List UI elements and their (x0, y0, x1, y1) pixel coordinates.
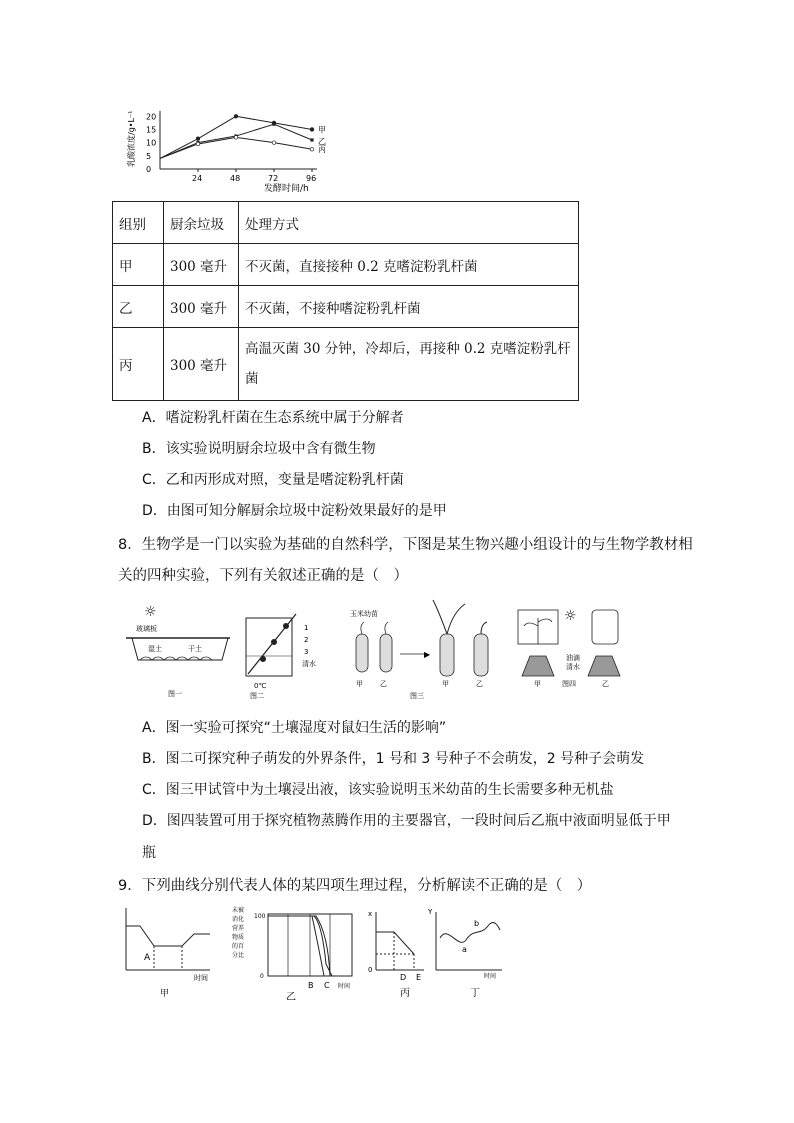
svg-text:时间: 时间 (194, 974, 208, 982)
x-tick-label: 96 (306, 174, 317, 183)
data-point (272, 123, 275, 126)
svg-text:图三: 图三 (410, 692, 424, 700)
q8-stem-line2: 关的四种实验，下列有关叙述正确的是（ ） (118, 568, 408, 584)
table-row (113, 328, 579, 401)
lactic-acid-chart (122, 105, 332, 197)
svg-text:玻璃板: 玻璃板 (136, 625, 157, 633)
q8-experiment-figure (118, 596, 638, 706)
table-row (113, 286, 579, 328)
series-line (160, 124, 312, 158)
svg-text:▶: ▶ (424, 650, 431, 659)
svg-text:乙: 乙 (602, 680, 609, 688)
svg-text:乙: 乙 (380, 680, 387, 688)
svg-text:C: C (324, 981, 330, 990)
q8-stem-line1: 8．生物学是一门以实验为基础的自然科学，下图是某生物兴趣小组设计的与生物学教材相 (118, 537, 693, 553)
svg-text:甲: 甲 (160, 989, 170, 999)
svg-text:0: 0 (260, 973, 264, 980)
svg-text:D: D (400, 973, 407, 982)
svg-text:图二: 图二 (250, 692, 264, 700)
data-point (272, 141, 276, 145)
q9-physiology-curves (118, 904, 518, 1000)
svg-text:图四: 图四 (562, 680, 576, 688)
sun-icon: ☼ (564, 608, 577, 624)
svg-text:0: 0 (368, 966, 373, 974)
svg-text:Y: Y (428, 908, 433, 916)
svg-text:干土: 干土 (188, 645, 202, 653)
q7-option-a: A．嗜淀粉乳杆菌在生态系统中属于分解者 (142, 410, 404, 426)
svg-text:0℃: 0℃ (254, 682, 267, 690)
svg-text:玉米幼苗: 玉米幼苗 (350, 610, 378, 618)
y-tick-label: 15 (146, 125, 157, 135)
q8-option-b: B．图二可探究种子萌发的外界条件，1 号和 3 号种子不会萌发，2 号种子会萌发 (142, 751, 645, 767)
series-label: 乙 (318, 137, 326, 146)
svg-text:丙: 丙 (400, 988, 410, 999)
svg-text:湿土: 湿土 (148, 645, 162, 653)
svg-text:油滴: 油滴 (566, 654, 580, 662)
chart-xlabel: 发酵时间/h (264, 184, 309, 194)
svg-text:消化: 消化 (232, 916, 245, 923)
series-line (160, 137, 312, 158)
svg-text:时间: 时间 (484, 973, 497, 980)
table-row (113, 244, 579, 286)
y-tick-label: 20 (146, 112, 157, 122)
svg-text:100: 100 (254, 913, 266, 920)
svg-text:营养: 营养 (232, 925, 245, 932)
treatment-table (112, 201, 579, 401)
table-header: 处理方式 (239, 202, 579, 244)
svg-text:3: 3 (304, 648, 309, 656)
svg-text:甲: 甲 (356, 680, 363, 688)
svg-text:分比: 分比 (232, 952, 245, 959)
data-point (234, 114, 238, 118)
table-header: 厨余垃圾 (164, 202, 239, 244)
table-cell: 不灭菌，不接种嗜淀粉乳杆菌 (239, 286, 579, 328)
table-cell: 300 毫升 (164, 286, 239, 328)
svg-text:E: E (416, 973, 422, 982)
svg-text:清水: 清水 (302, 660, 316, 668)
q8-option-d-cont: 瓶 (142, 845, 156, 861)
svg-text:清水: 清水 (566, 663, 580, 671)
svg-text:的百: 的百 (232, 943, 245, 950)
y-tick-label: 5 (146, 151, 152, 161)
svg-text:甲: 甲 (534, 680, 541, 688)
q8-option-d: D．图四装置可用于探究植物蒸腾作用的主要器官，一段时间后乙瓶中液面明显低于甲 (142, 813, 671, 829)
q7-option-d: D．由图可知分解厨余垃圾中淀粉效果最好的是甲 (142, 503, 447, 519)
table-cell: 丙 (113, 328, 164, 401)
fig1-woodlouse-box (126, 604, 230, 698)
curve-bing (368, 910, 424, 999)
table-cell: 高温灭菌 30 分钟，冷却后，再接种 0.2 克嗜淀粉乳杆菌 (239, 328, 579, 401)
data-point (196, 142, 200, 146)
sun-icon: ☼ (144, 604, 157, 620)
chart-ylabel: 乳酸浓度/g•L⁻¹ (127, 110, 136, 167)
q7-option-b: B．该实验说明厨余垃圾中含有微生物 (142, 441, 376, 457)
q8-option-c: C．图三甲试管中为土壤浸出液，该实验说明玉米幼苗的生长需要多种无机盐 (142, 782, 614, 798)
svg-text:时间: 时间 (338, 983, 351, 990)
svg-text:A: A (144, 953, 151, 963)
table-cell: 甲 (113, 244, 164, 286)
data-point (196, 137, 200, 141)
data-point (310, 138, 313, 141)
x-tick-label: 24 (192, 174, 203, 183)
svg-text:未被: 未被 (232, 907, 245, 914)
svg-text:丁: 丁 (470, 988, 480, 999)
svg-text:1: 1 (304, 624, 309, 632)
svg-text:x: x (368, 910, 373, 918)
y-tick-label: 0 (146, 165, 152, 174)
q9-stem: 9．下列曲线分别代表人体的某四项生理过程，分析解读不正确的是（ ） (118, 878, 592, 894)
series-label: 丙 (318, 145, 326, 155)
table-cell: 乙 (113, 286, 164, 328)
svg-text:乙: 乙 (476, 680, 483, 688)
table-cell: 不灭菌，直接接种 0.2 克嗜淀粉乳杆菌 (239, 244, 579, 286)
table-cell: 300 毫升 (164, 328, 239, 401)
svg-text:b: b (474, 919, 480, 928)
curve-jia (126, 908, 210, 999)
svg-text:图一: 图一 (168, 690, 182, 698)
series-label: 甲 (318, 125, 326, 135)
q8-option-a: A．图一实验可探究“土壤湿度对鼠妇生活的影响” (142, 720, 447, 736)
fig2-seed-beaker (246, 614, 316, 700)
svg-text:a: a (462, 945, 467, 954)
data-point (310, 147, 314, 151)
fig3-corn-tubes (350, 600, 488, 700)
svg-text:B: B (308, 981, 314, 990)
x-tick-label: 72 (268, 174, 279, 183)
q7-option-c: C．乙和丙形成对照，变量是嗜淀粉乳杆菌 (142, 472, 404, 488)
curve-yi (232, 906, 352, 1000)
svg-text:甲: 甲 (442, 680, 449, 688)
fig4-transpiration-flasks (518, 608, 620, 688)
y-tick-label: 10 (146, 138, 157, 148)
x-tick-label: 48 (230, 174, 241, 183)
curve-ding (427, 908, 502, 999)
svg-text:物质: 物质 (232, 934, 245, 941)
svg-text:2: 2 (304, 636, 309, 644)
data-point (234, 136, 238, 140)
svg-text:乙: 乙 (286, 992, 296, 1000)
table-cell: 300 毫升 (164, 244, 239, 286)
data-point (310, 128, 314, 132)
table-header: 组别 (113, 202, 164, 244)
